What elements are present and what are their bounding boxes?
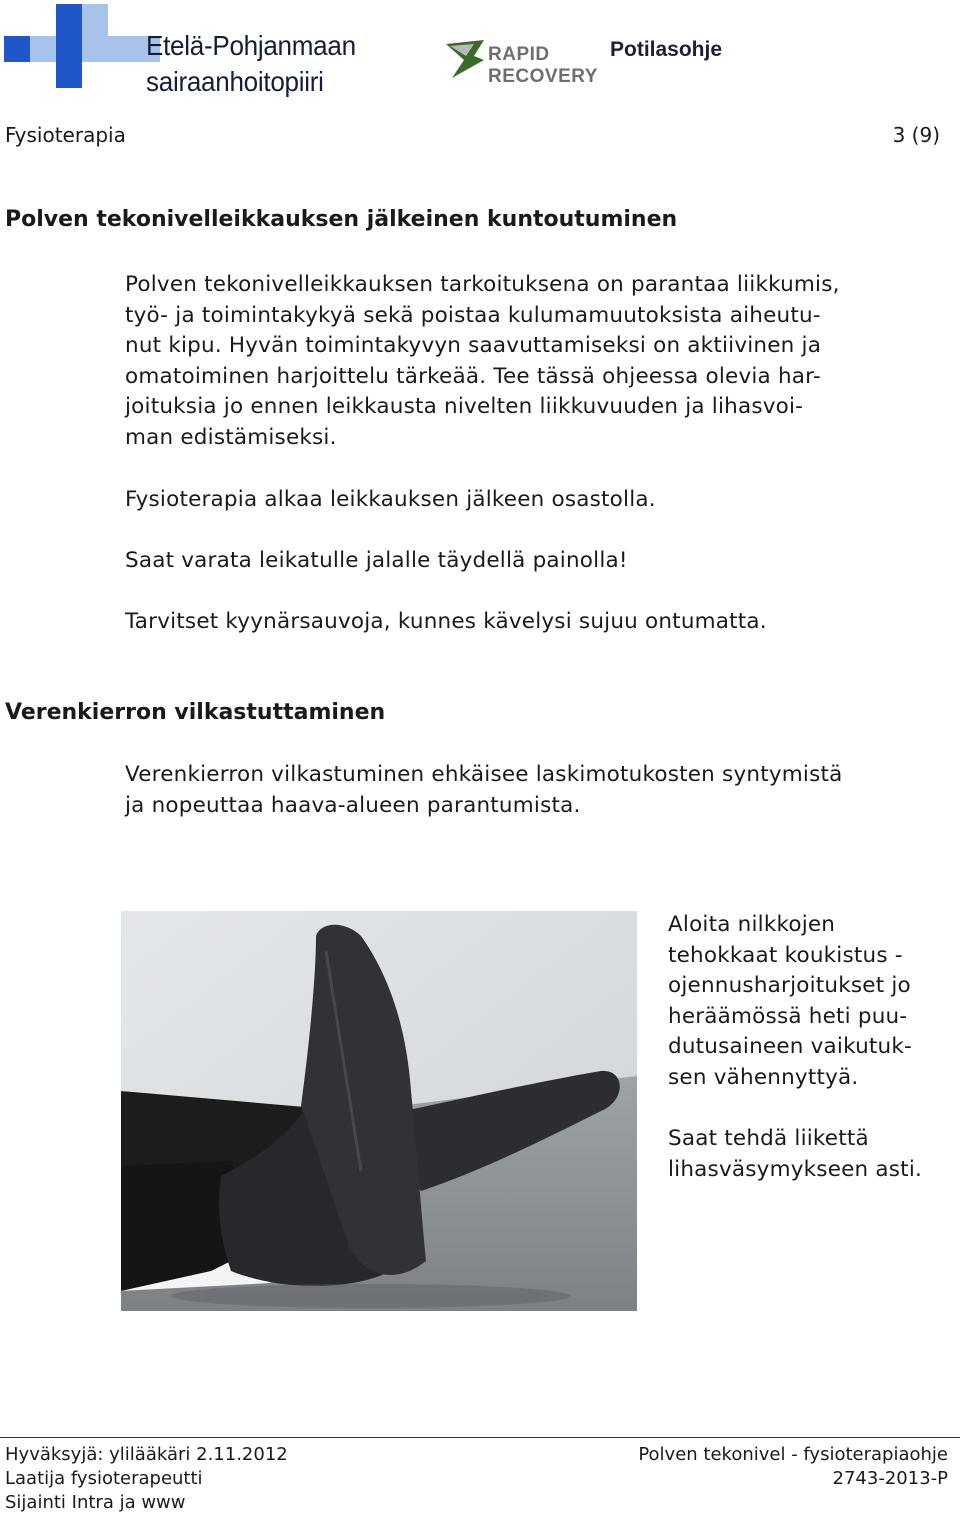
physio-start-note: Fysioterapia alkaa leikkauksen jälkeen osastolla. xyxy=(125,487,656,512)
section2-paragraph xyxy=(125,760,953,821)
paragraph-line: joituksia jo ennen leikkausta nivelten liikkuvuuden ja lihasvoi- xyxy=(125,394,804,420)
section1-heading: Polven tekonivelleikkauksen jälkeinen kuntoutuminen xyxy=(5,207,678,232)
footer-divider xyxy=(0,1437,960,1438)
organization-name-line2: sairaanhoitopiiri xyxy=(146,66,324,97)
paragraph-line: Verenkierron vilkastuminen ehkäisee laskimotukosten syntymistä xyxy=(125,762,843,787)
instruction-line: ojennusharjoitukset jo xyxy=(668,973,911,999)
instruction-line: tehokkaat koukistus - xyxy=(668,942,903,968)
ankle-exercise-photo xyxy=(121,911,637,1311)
footer-approver: Hyväksyjä: ylilääkäri 2.11.2012 xyxy=(5,1444,288,1465)
instruction-line: Aloita nilkkojen xyxy=(668,912,836,937)
footer-doc-title: Polven tekonivel - fysioterapiaohje xyxy=(638,1444,948,1465)
paragraph-line: työ- ja toimintakykyä sekä poistaa kulumamuutoksista aiheutu- xyxy=(125,302,821,328)
instruction-line: dutusaineen vaikutuk- xyxy=(668,1034,912,1060)
organization-name-line1: Etelä-Pohjanmaan xyxy=(146,30,356,61)
section1-paragraph xyxy=(125,270,953,454)
instruction-line: sen vähennyttyä. xyxy=(668,1064,859,1090)
paragraph-line: omatoiminen harjoittelu tärkeää. Tee tässä ohjeessa olevia har- xyxy=(125,363,821,389)
paragraph-line: Polven tekonivelleikkauksen tarkoituksena on parantaa liikkumis, xyxy=(125,272,840,297)
section-label: Fysioterapia xyxy=(5,123,126,147)
footer-doc-code: 2743-2013-P xyxy=(832,1468,948,1489)
exercise-instructions xyxy=(668,910,958,1094)
paragraph-line: ja nopeuttaa haava-alueen parantumista. xyxy=(125,792,581,818)
instruction-line: Saat tehdä liikettä xyxy=(668,1126,869,1151)
footer-author: Laatija fysioterapeutti xyxy=(5,1468,203,1489)
rapid-recovery-line1: RAPID xyxy=(488,44,550,65)
rapid-recovery-wordmark xyxy=(488,44,598,88)
instruction-line: heräämössä heti puu- xyxy=(668,1003,908,1029)
page-number: 3 (9) xyxy=(892,123,940,147)
weight-bearing-note: Saat varata leikatulle jalalle täydellä painolla! xyxy=(125,548,628,573)
document-type: Potilasohje xyxy=(610,38,723,61)
paragraph-line: nut kipu. Hyvän toimintakyvyn saavuttamiseksi on aktiivinen ja xyxy=(125,333,822,359)
exercise-note xyxy=(668,1124,958,1185)
section2-heading: Verenkierron vilkastuttaminen xyxy=(5,700,386,725)
crutches-note: Tarvitset kyynärsauvoja, kunnes kävelysi sujuu ontumatta. xyxy=(125,609,767,634)
instruction-line: lihasväsymykseen asti. xyxy=(668,1156,923,1182)
organization-name xyxy=(146,28,356,100)
paragraph-line: man edistämiseksi. xyxy=(125,424,337,450)
footer-location: Sijainti Intra ja www xyxy=(5,1492,186,1513)
hospital-district-logo-icon xyxy=(4,4,164,90)
rapid-recovery-line2: RECOVERY xyxy=(488,66,598,87)
